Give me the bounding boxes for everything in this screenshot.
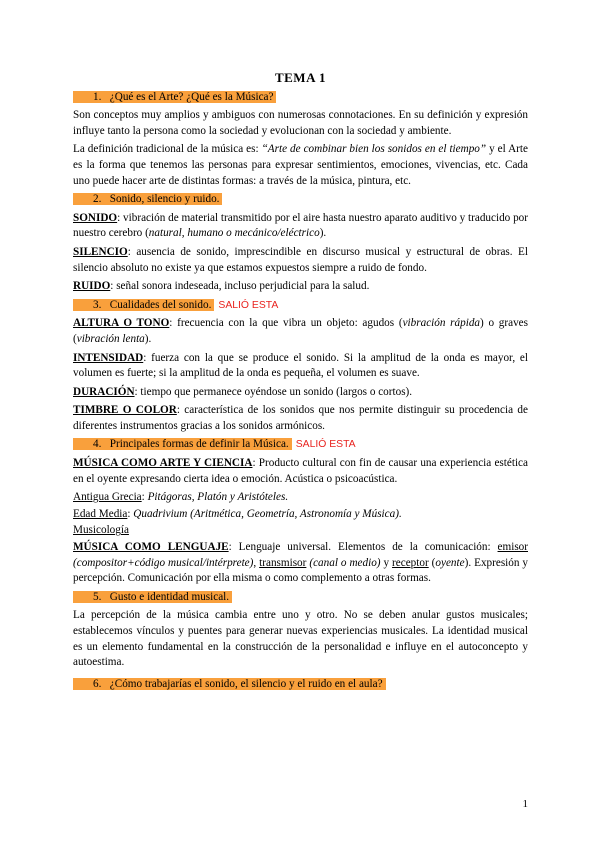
document-page (73, 70, 528, 695)
page-number: 1 (522, 798, 528, 810)
section-heading-6: 6. ¿Cómo trabajarías el sonido, el silencio y el ruido en el aula? (73, 677, 528, 693)
paragraph: La definición tradicional de la música es: “Arte de combinar bien los sonidos en el tiempo” y el Arte es la forma que tenemos las personas para expresar sentimientos, emociones, vivencias, etc. Cada uno puede hacer arte de distintas formas: a través de la música, pintura, etc. (73, 143, 528, 187)
definition-timbre: TIMBRE O COLOR: característica de los sonidos que nos permite distinguir su procedencia de diferentes instrumentos gracias a los sonidos armónicos. (73, 404, 528, 432)
grecia-line: Antigua Grecia: Pitágoras, Platón y Aristóteles. (73, 491, 289, 504)
exam-note: SALIÓ ESTA (295, 439, 356, 451)
definition-lenguaje: MÚSICA COMO LENGUAJE: Lenguaje universal. Elementos de la comunicación: emisor (compositor+código musical/intérprete), transmisor (canal o medio) y receptor (oyente). Expresión y percepción. Comunicación por ella misma o como complemento a otras formas. (73, 541, 529, 585)
section-heading-3: 3. Cualidades del sonido. SALIÓ ESTA (73, 298, 528, 314)
section-title: Sonido, silencio y ruido. (109, 193, 220, 206)
section-title: Principales formas de definir la Música. (109, 438, 289, 451)
definition-arte-ciencia: MÚSICA COMO ARTE Y CIENCIA: Producto cultural con fin de causar una experiencia estética en el oyente expresando cierta idea o emoción. Acústica o psicoacústica. (73, 457, 528, 485)
section-title: Cualidades del sonido. (109, 298, 212, 311)
section-heading-5: 5. Gusto e identidad musical. (73, 590, 528, 606)
section-title: ¿Qué es el Arte? ¿Qué es la Música? (109, 90, 274, 103)
definition-sonido: SONIDO: vibración de material transmitido por el aire hasta nuestro aparato auditivo y traducido por nuestro cerebro (natural, humano o mecánico/eléctrico). (73, 211, 528, 240)
paragraph: Son conceptos muy amplios y ambiguos con numerosas connotaciones. En su definición y expresión influye tanto la persona como la sociedad y evolucionan con la sociedad y ambiente. (73, 109, 528, 137)
section-heading-1: 1. ¿Qué es el Arte? ¿Qué es la Música? (73, 90, 528, 106)
edad-media-line: Edad Media: Quadrivium (Aritmética, Geometría, Astronomía y Música). (73, 507, 402, 520)
definition-silencio: SILENCIO: ausencia de sonido, imprescindible en discurso musical y estructural de obras. El silencio absoluto no existe ya que estamos expuestos siempre a ruido de fondo. (73, 245, 528, 274)
exam-note: SALIÓ ESTA (218, 299, 279, 311)
section-title: Gusto e identidad musical. (109, 590, 230, 603)
definition-intensidad: INTENSIDAD: fuerza con la que se produce el sonido. Si la amplitud de la onda es mayor, el volumen es fuerte; si la amplitud de la onda es pequeña, el volumen es suave. (73, 351, 528, 380)
section-heading-2: 2. Sonido, silencio y ruido. (73, 192, 528, 208)
definition-duracion: DURACIÓN: tiempo que permanece oyéndose un sonido (largos o cortos). (73, 385, 413, 398)
musicologia-line: Musicología (73, 524, 129, 537)
paragraph: La percepción de la música cambia entre uno y otro. No se deben anular gustos musicales; establecemos vínculos y puentes para generar nuevas experiencias musicales. La identidad musical es un elemento fundamental en la construcción de la personalidad e influye en el autoconcepto y autoestima. (73, 609, 528, 669)
section-heading-4: 4. Principales formas de definir la Música. SALIÓ ESTA (73, 437, 528, 453)
section-title: ¿Cómo trabajarías el sonido, el silencio y el ruido en el aula? (109, 677, 383, 690)
document-title: TEMA 1 (274, 70, 327, 85)
definition-altura: ALTURA O TONO: frecuencia con la que vibra un objeto: agudos (vibración rápida) o graves (vibración lenta). (73, 317, 529, 345)
definition-ruido: RUIDO: señal sonora indeseada, incluso perjudicial para la salud. (73, 280, 370, 293)
